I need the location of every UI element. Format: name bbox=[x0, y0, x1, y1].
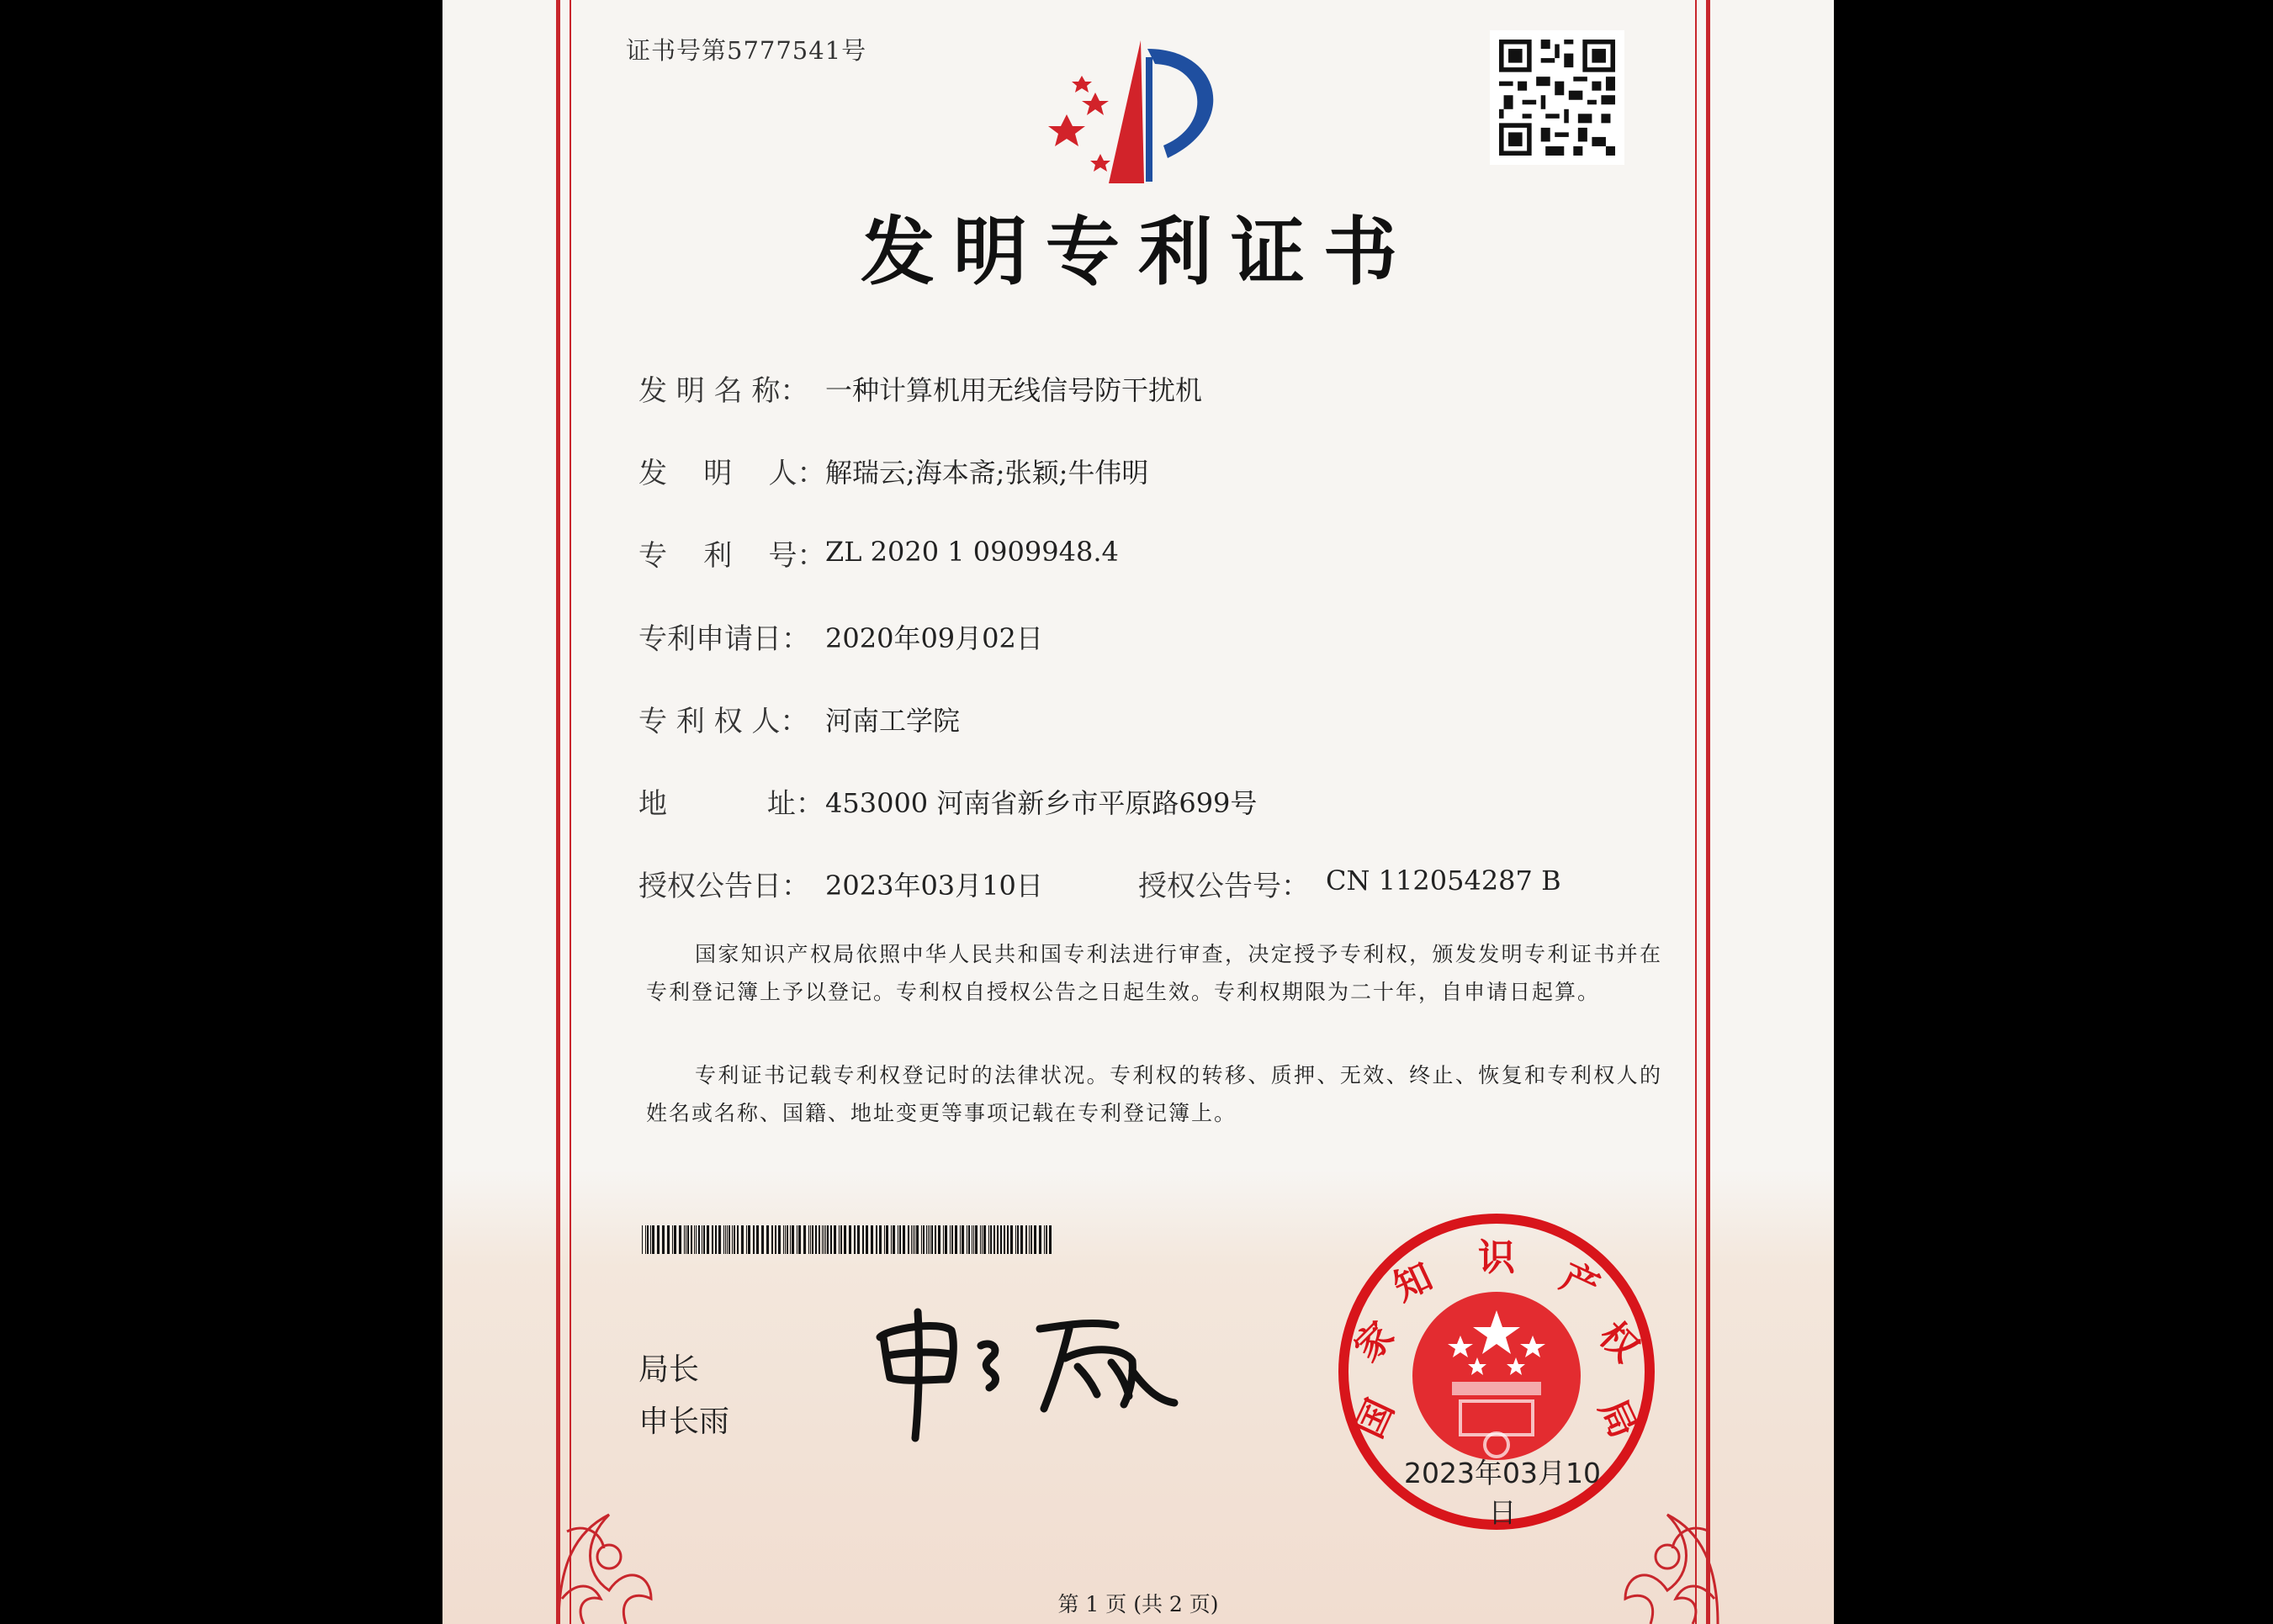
director-title: 局长 bbox=[638, 1352, 700, 1387]
certificate-number: 证书号第5777541号 bbox=[626, 36, 867, 65]
field-label-inventors: 发 明 人： bbox=[638, 457, 826, 490]
field-label-patentee: 专 利 权 人： bbox=[638, 705, 809, 738]
field-value-patent-number: ZL 2020 1 0909948.4 bbox=[825, 536, 1119, 568]
field-value-grant-date: 2023年03月10日 bbox=[825, 870, 1043, 902]
field-label-patent-number: 专 利 号： bbox=[638, 539, 826, 573]
statement-paragraph-2: 专利证书记载专利权登记时的法律状况。专利权的转移、质押、无效、终止、恢复和专利权人的姓名或名称、国籍、地址变更等事项记载在专利登记簿上。 bbox=[646, 1063, 1662, 1125]
field-label-grant-date: 授权公告日： bbox=[638, 870, 810, 903]
field-value-address: 453000 河南省新乡市平原路699号 bbox=[825, 787, 1258, 819]
field-value-application-date: 2020年09月02日 bbox=[825, 622, 1043, 654]
seal-char-4: 识 bbox=[1478, 1236, 1515, 1279]
handwritten-signature-icon bbox=[872, 1295, 1183, 1442]
cnipa-logo-icon bbox=[1041, 32, 1243, 192]
certificate-page bbox=[442, 0, 1834, 1624]
seal-char-6: 权 bbox=[1590, 1314, 1647, 1371]
barcode-icon bbox=[642, 1225, 1054, 1254]
field-label-invention-name: 发 明 名 称： bbox=[638, 374, 809, 408]
field-value-inventors: 解瑞云;海本斋;张颖;牛伟明 bbox=[825, 457, 1149, 489]
field-label-announcement-number: 授权公告号： bbox=[1138, 870, 1310, 903]
seal-char-3: 知 bbox=[1387, 1255, 1439, 1310]
seal-char-5: 产 bbox=[1554, 1255, 1606, 1310]
field-label-address: 地 址： bbox=[638, 787, 824, 821]
field-label-application-date: 专利申请日： bbox=[638, 622, 810, 656]
director-name: 申长雨 bbox=[638, 1404, 730, 1439]
seal-date: 2023年03月10日 bbox=[1404, 1457, 1601, 1529]
qr-code-icon bbox=[1490, 30, 1624, 165]
field-value-invention-name: 一种计算机用无线信号防干扰机 bbox=[825, 374, 1203, 406]
statement-paragraph-1: 国家知识产权局依照中华人民共和国专利法进行审查，决定授予专利权，颁发发明专利证书并在专利登记簿上予以登记。专利权自授权公告之日起生效。专利权期限为二十年，自申请日起算。 bbox=[646, 942, 1662, 1004]
seal-char-2: 家 bbox=[1346, 1314, 1403, 1371]
field-value-announcement-number: CN 112054287 B bbox=[1326, 865, 1561, 897]
certificate-title: 发明专利证书 bbox=[860, 209, 1416, 295]
seal-char-7: 局 bbox=[1590, 1393, 1645, 1445]
field-value-patentee: 河南工学院 bbox=[825, 705, 961, 737]
page-footer: 第 1 页 (共 2 页) bbox=[1057, 1592, 1219, 1616]
seal-char-1: 国 bbox=[1348, 1393, 1403, 1445]
